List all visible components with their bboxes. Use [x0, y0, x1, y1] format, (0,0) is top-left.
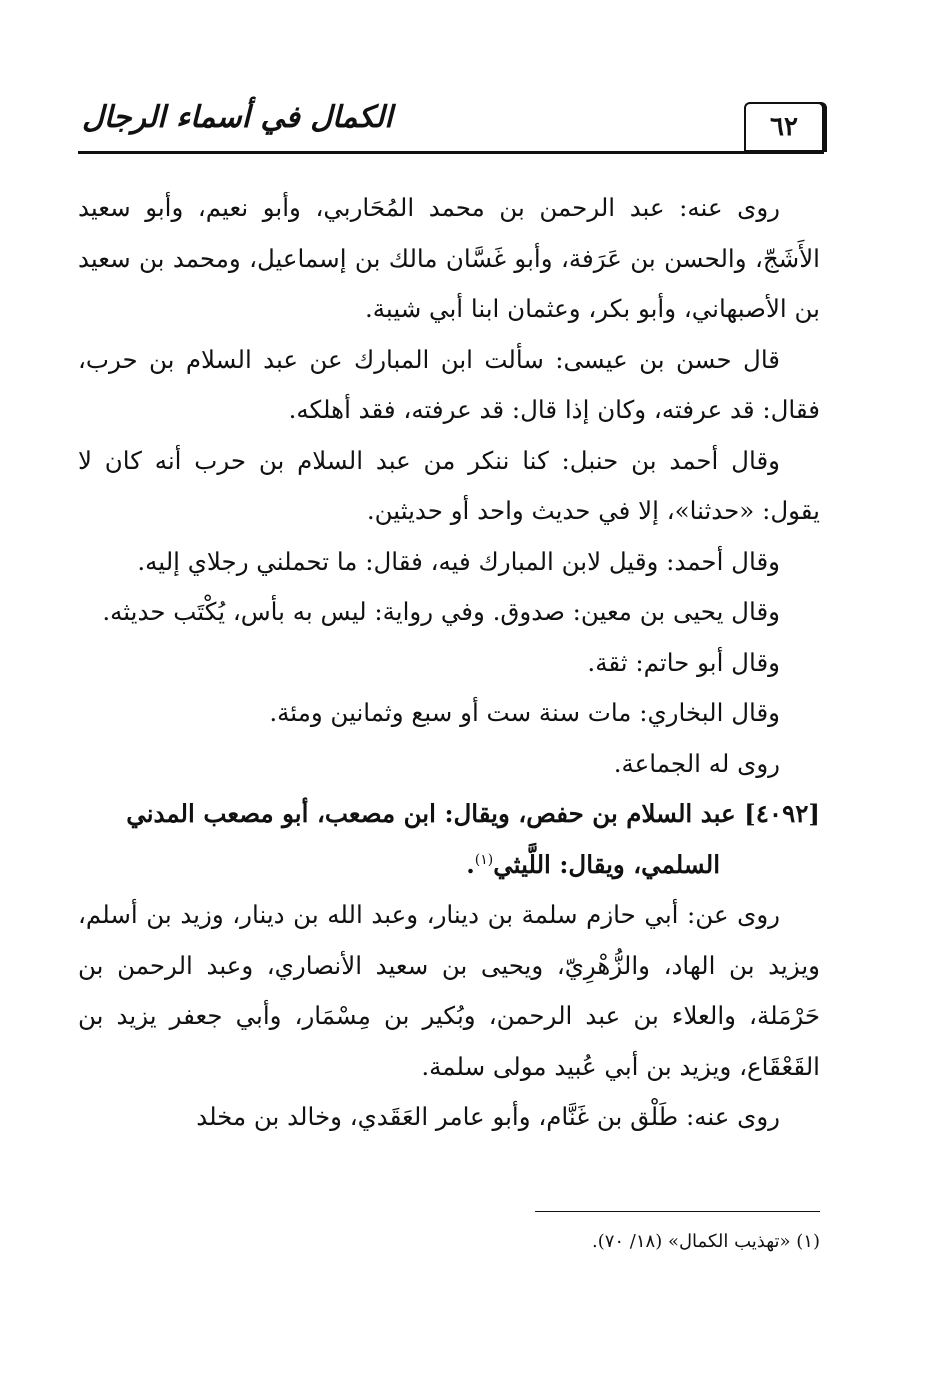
book-title: الكمال في أسماء الرجال — [82, 100, 393, 135]
paragraph: وقال البخاري: مات سنة ست أو سبع وثمانين ومئة. — [269, 698, 780, 727]
header-rule — [78, 151, 824, 154]
paragraph: روى عنه: طَلْق بن غَنَّام، وأبو عامر العَقَدي، وخالد بن مخلد — [196, 1102, 780, 1131]
footnote: (١) «تهذيب الكمال» (١٨/ ٧٠). — [591, 1231, 820, 1252]
paragraph: وقال يحيى بن معين: صدوق. وفي رواية: ليس به بأس، يُكْتَب حديثه. — [102, 597, 780, 626]
page-header — [78, 98, 824, 154]
paragraph: وقال أبو حاتم: ثقة. — [587, 647, 780, 677]
entry-number: [٤٠٩٢] — [744, 799, 820, 828]
entry-title-line1: عبد السلام بن حفص، ويقال: ابن مصعب، أبو مصعب المدني — [126, 799, 736, 828]
entry-heading — [78, 789, 820, 890]
entry-title-end: . — [466, 849, 475, 879]
footnote-reference[interactable]: (١) — [474, 851, 494, 868]
paragraph: روى عنه: عبد الرحمن بن محمد المُحَاربي، وأبو نعيم، وأبو سعيد الأَشَجّ، والحسن بن عَرَفة، وأبو غَسَّان مالك بن إسماعيل، ومحمد بن سعيد بن الأصبهاني، وأبو بكر، وعثمان ابنا أبي شيبة. — [78, 193, 820, 323]
entry-title-line2-wrap — [78, 840, 820, 891]
footnote-rule — [535, 1211, 820, 1212]
paragraph: قال حسن بن عيسى: سألت ابن المبارك عن عبد السلام بن حرب، فقال: قد عرفته، وكان إذا قال: قد عرفته، فقد أهلكه. — [78, 344, 820, 424]
main-text — [78, 183, 820, 1143]
paragraph: روى له الجماعة. — [613, 748, 780, 778]
paragraph: وقال أحمد بن حنبل: كنا ننكر من عبد السلام بن حرب أنه كان لا يقول: «حدثنا»، إلا في حديث واحد أو حديثين. — [78, 445, 820, 525]
page-number: ٦٢ — [744, 102, 824, 152]
paragraph: وقال أحمد: وقيل لابن المبارك فيه، فقال: ما تحملني رجلاي إليه. — [137, 546, 780, 576]
entry-title-line2: السلمي، ويقال: اللَّيثي — [493, 849, 720, 879]
paragraph: روى عن: أبي حازم سلمة بن دينار، وعبد الله بن دينار، وزيد بن أسلم، ويزيد بن الهاد، والزُّهْرِيّ، ويحيى بن سعيد الأنصاري، وعبد الرحمن بن حَرْمَلة، والعلاء بن عبد الرحمن، وبُكير بن مِسْمَار، وأبي جعفر يزيد بن القَعْقَاع، ويزيد بن أبي عُبيد مولى سلمة. — [78, 900, 820, 1081]
